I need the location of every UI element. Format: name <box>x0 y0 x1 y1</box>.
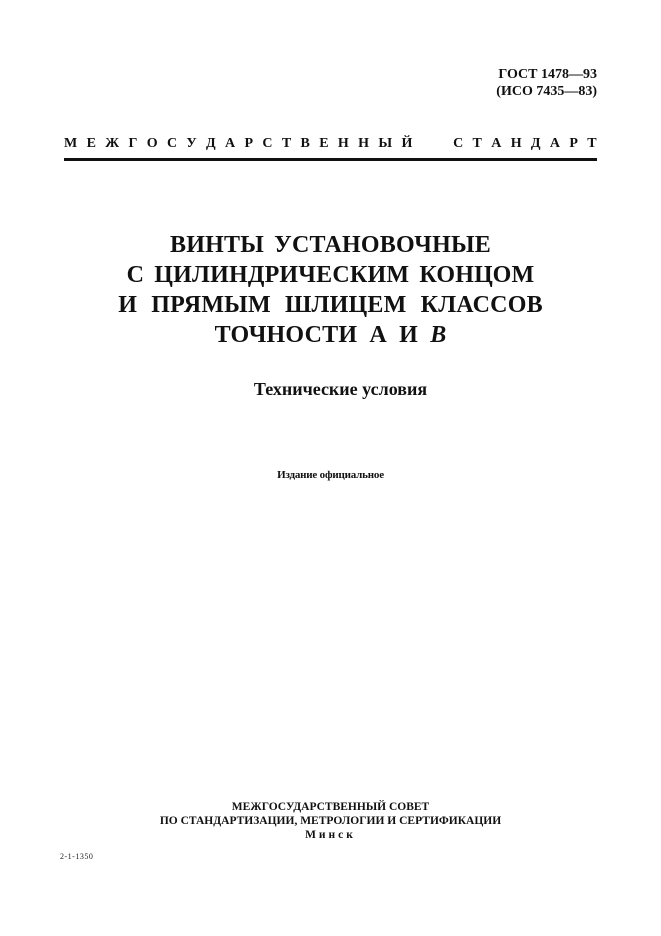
category-letter: С <box>166 136 178 151</box>
document-subtitle: Технические условия <box>253 379 428 399</box>
category-letter: Н <box>358 136 370 151</box>
title-line-3: И ПРЯМЫМ ШЛИЦЕМ КЛАССОВ <box>118 292 543 318</box>
title-line-4-class-b: В <box>430 322 447 348</box>
category-letter: Р <box>569 136 578 151</box>
category-letter: У <box>186 136 197 151</box>
category-letter: Й <box>401 136 413 151</box>
category-letter: О <box>146 136 158 151</box>
category-letter: Е <box>319 136 329 151</box>
category-letter: Т <box>587 136 597 151</box>
publisher-line-1: МЕЖГОСУДАРСТВЕННЫЙ СОВЕТ <box>231 801 430 813</box>
category-letter: Т <box>472 136 482 151</box>
gost-number: ГОСТ 1478—93 <box>498 67 597 82</box>
title-line-2: С ЦИЛИНДРИЧЕСКИМ КОНЦОМ <box>126 262 535 288</box>
title-line-4 <box>100 320 561 350</box>
document-title <box>100 230 561 350</box>
category-letter: М <box>64 136 78 151</box>
header-divider <box>64 158 597 161</box>
category-letter: Ж <box>105 136 120 151</box>
publisher-line-2: ПО СТАНДАРТИЗАЦИИ, МЕТРОЛОГИИ И СЕРТИФИКАЦИИ <box>159 815 502 827</box>
category-word-gap <box>422 135 444 155</box>
category-letter: С <box>262 136 273 151</box>
category-letter: А <box>225 136 236 151</box>
category-letter: А <box>549 136 561 151</box>
category-letter: Т <box>281 136 292 151</box>
title-line-4-main: ТОЧНОСТИ А И <box>214 322 431 348</box>
publisher-city: Минск <box>305 829 356 841</box>
category-letter: Г <box>128 136 138 151</box>
title-line-1: ВИНТЫ УСТАНОВОЧНЫЕ <box>170 232 491 258</box>
category-letter: Е <box>86 136 96 151</box>
category-letter: Н <box>337 136 349 151</box>
category-letter: Д <box>530 136 541 151</box>
category-letter: Ы <box>378 136 393 151</box>
category-letter: В <box>300 136 310 151</box>
standard-category-heading <box>64 135 597 155</box>
iso-number: (ИСО 7435—83) <box>496 84 597 99</box>
category-letter: Н <box>510 136 522 151</box>
publisher-block <box>0 800 661 842</box>
category-letter: А <box>491 136 502 151</box>
category-letter: Д <box>206 136 216 151</box>
category-letter: С <box>453 136 464 151</box>
category-letter: Р <box>244 136 254 151</box>
print-code: 2-1-1350 <box>60 852 94 861</box>
document-number-block <box>496 66 597 100</box>
edition-label: Издание официальное <box>277 469 384 481</box>
